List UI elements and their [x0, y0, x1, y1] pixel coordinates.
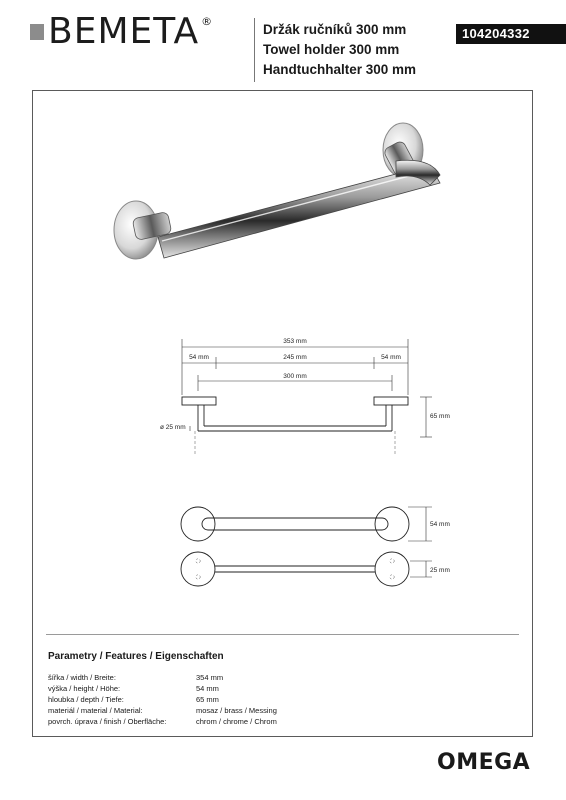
header-divider: [254, 18, 255, 82]
dim-rosette: 25 mm: [430, 567, 450, 574]
features-heading: Parametry / Features / Eigenschaften: [48, 651, 224, 662]
bar-highlight: [162, 170, 432, 241]
feature-value: 54 mm: [196, 684, 219, 693]
dim-bar-length: 300 mm: [283, 373, 307, 380]
dim-depth: 65 mm: [430, 413, 450, 420]
feature-row: [48, 683, 277, 694]
feature-row: [48, 705, 277, 716]
dim-height: 54 mm: [430, 521, 450, 528]
feature-value: 65 mm: [196, 695, 219, 704]
feature-row: [48, 694, 277, 705]
product-code: 104204332: [456, 24, 566, 44]
feature-value: mosaz / brass / Messing: [196, 706, 277, 715]
feature-row: [48, 672, 277, 683]
dim-center-span: 245 mm: [283, 354, 307, 361]
feature-value: 354 mm: [196, 673, 224, 682]
feature-label: povrch. úprava / finish / Oberfläche:: [48, 717, 167, 726]
title-cz: Držák ručníků 300 mm: [263, 22, 407, 37]
front-view: [182, 397, 408, 431]
wall-view: [181, 552, 409, 586]
dim-right-offset: 54 mm: [381, 354, 401, 361]
brand-logo: [48, 11, 214, 52]
feature-label: materiál / material / Material:: [48, 706, 143, 715]
title-en: Towel holder 300 mm: [263, 42, 400, 57]
feature-label: šířka / width / Breite:: [48, 673, 116, 682]
series-name: OMEGA: [437, 750, 531, 775]
technical-drawing: [140, 325, 460, 590]
title-de: Handtuchhalter 300 mm: [263, 62, 417, 77]
dim-left-offset: 54 mm: [189, 354, 209, 361]
feature-label: hloubka / depth / Tiefe:: [48, 695, 124, 704]
features-divider: [46, 634, 519, 635]
feature-value: chrom / chrome / Chrom: [196, 717, 277, 726]
features-table: [48, 672, 277, 727]
feature-label: výška / height / Höhe:: [48, 684, 121, 693]
top-view: [181, 507, 409, 541]
dim-overall-width: 353 mm: [283, 338, 307, 345]
feature-row: [48, 716, 277, 727]
product-photo: [100, 115, 470, 285]
logo-mark: [30, 24, 44, 40]
product-titles: [263, 20, 416, 80]
registered-mark: ®: [201, 15, 214, 28]
dim-diameter: ø 25 mm: [160, 424, 186, 431]
brand-name: BEMETA: [48, 11, 200, 52]
